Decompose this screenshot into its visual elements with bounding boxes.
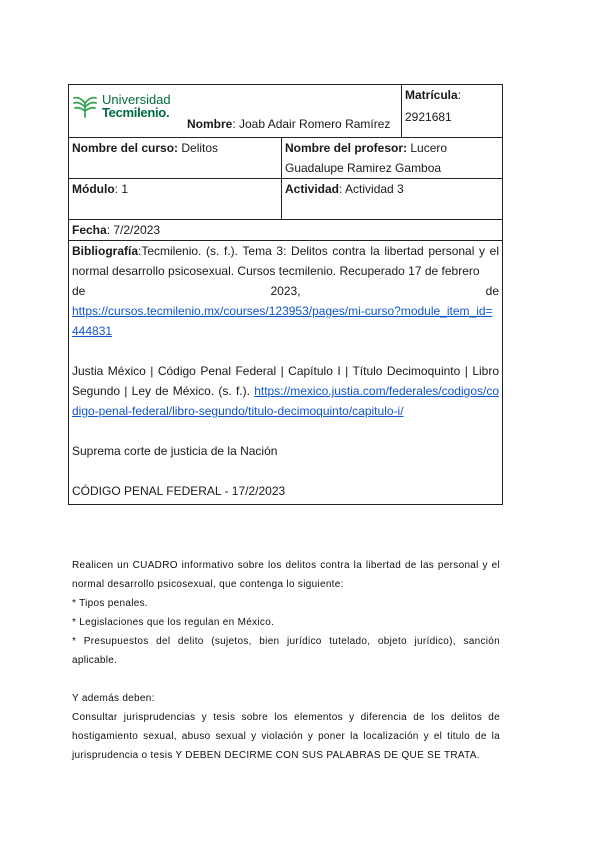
course-label: Nombre del curso: [72, 141, 179, 155]
header-row-identity [69, 85, 503, 138]
logo-name-cell [69, 85, 402, 138]
matricula-value: 2921681 [405, 110, 452, 124]
instructions-item-2: * Legislaciones que los regulan en México. [72, 617, 275, 628]
student-name [187, 114, 390, 134]
header-row-module [69, 179, 503, 220]
bibliography-ref-2-text: Justia México | Código Penal Federal | Capítulo I | Título Decimoquinto | Libro Segundo | Ley de México. (s. f.). [72, 364, 499, 398]
instructions-final: Consultar jurisprudencias y tesis sobre los elementos y diferencia de los delitos de hostigamiento sexual, abuso sexual y violación y poner la localización y el titulo de la jurisprudencia o tesis Y DEBEN DECIRME CON SUS PALABRAS DE QUE SE TRATA. [72, 712, 500, 761]
logo-line-universidad: Universidad [102, 92, 171, 107]
activity-cell [282, 179, 503, 220]
header-row-course [69, 138, 503, 179]
date-value: : 7/2/2023 [106, 223, 161, 237]
activity-label: Actividad [285, 182, 340, 196]
bibliography-ref-1-link[interactable]: https://cursos.tecmilenio.mx/courses/123953/pages/mi-curso?module_item_id=444831 [72, 304, 493, 338]
bibliography-ref-2-link[interactable]: https://mexico.justia.com/federales/codigos/codigo-penal-federal/libro-segundo/titulo-decimoquinto/capitulo-i/ [72, 384, 499, 418]
bibliography-ref-3: Suprema corte de justicia de la Nación [72, 444, 278, 458]
matricula-cell [402, 85, 503, 138]
professor-label: Nombre del profesor: [285, 141, 408, 155]
bibliography-cell [69, 241, 503, 505]
logo-line-tecmilenio: Tecmilenio. [102, 105, 170, 120]
matricula-colon: : [457, 88, 462, 102]
bibliography-ref-1 [72, 241, 499, 281]
bibliography-ref-4: CÓDIGO PENAL FEDERAL - 17/2/2023 [72, 484, 286, 498]
bibliography-ref-1-link-line [72, 301, 499, 341]
header-table [68, 84, 503, 505]
module-cell [69, 179, 282, 220]
instructions-ademas: Y además deben: [72, 693, 155, 704]
date-label: Fecha [72, 223, 107, 237]
student-name-value: : Joab Adair Romero Ramírez [232, 117, 391, 131]
bibliography-ref-1-date: de 2023, de [72, 284, 499, 298]
professor-cell [282, 138, 503, 179]
instructions-item-3: * Presupuestos del delito (sujetos, bien jurídico tutelado, objeto jurídico), sanción aplicable. [72, 636, 500, 666]
instructions-intro: Realicen un CUADRO informativo sobre los delitos contra la libertad de las personal y el normal desarrollo psicosexual, que contenga lo siguiente: [72, 560, 500, 590]
bibliography-label: Bibliografía [72, 244, 139, 258]
matricula-label: Matrícula [405, 88, 458, 102]
date-cell [69, 220, 503, 241]
module-value: : 1 [114, 182, 128, 196]
module-label: Módulo [72, 182, 115, 196]
course-cell [69, 138, 282, 179]
header-row-date [69, 220, 503, 241]
bibliography-ref-1-text: :Tecmilenio. (s. f.). Tema 3: Delitos contra la libertad personal y el normal desarrollo psicosexual. Cursos tecmilenio. Recuperado 17 de febrero [72, 244, 499, 278]
logo-wordmark [102, 93, 171, 119]
instructions-item-1: * Tipos penales. [72, 598, 148, 609]
activity-value: : Actividad 3 [339, 182, 404, 196]
student-name-label: Nombre [187, 117, 233, 131]
assignment-instructions [72, 556, 500, 765]
header-row-bibliography [69, 241, 503, 505]
tecmilenio-logo-icon [72, 94, 98, 118]
bibliography-ref-2 [72, 361, 499, 421]
course-value: Delitos [178, 141, 219, 155]
professor-value: Lucero Guadalupe Ramirez Gamboa [285, 141, 448, 175]
